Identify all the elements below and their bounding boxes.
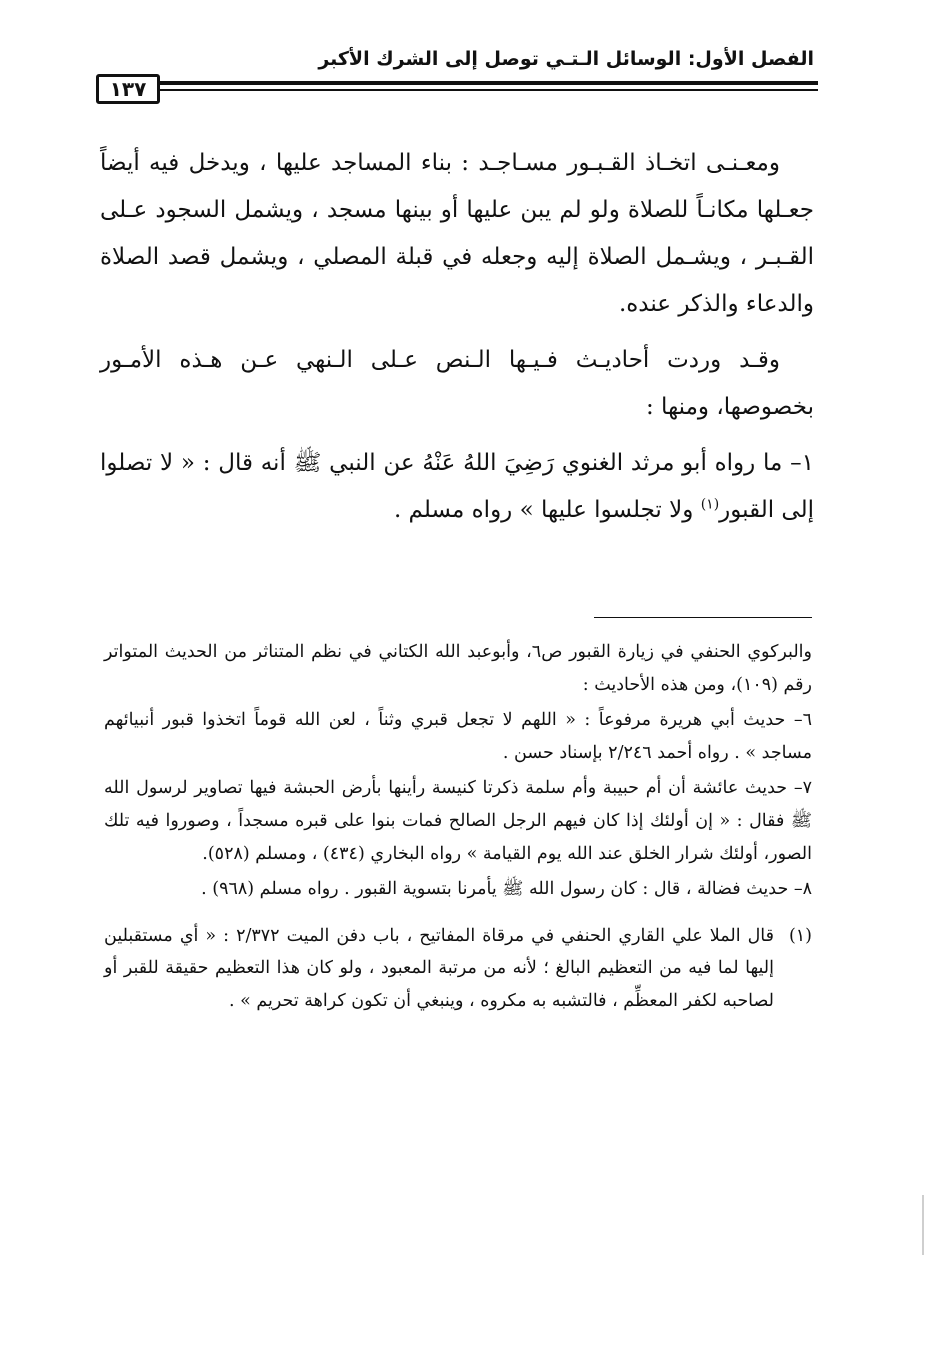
page-header [96,48,818,104]
footnote-hadith-7: ٧– حديث عائشة أن أم حبيبة وأم سلمة ذكرتا كنيسة رأينها بأرض الحبشة فيها تصاوير لرسول الله ﷺ فقال : « إن أولئك إذا كان فيهم الرجل الصالح فمات بنوا على قبره مسجداً ، وصوروا فيه تلك الصور، أولئك شرار الخلق عند الله يوم القيامة » رواه البخاري (٤٣٤) ، ومسلم (٥٢٨). [104,778,812,864]
scan-edge-mark [922,1195,924,1255]
footnotes [104,636,812,1018]
body-paragraph: وقـد وردت أحاديـث فـيـها الـنص عـلى الـنهي عـن هـذه الأمـور بخصوصها، ومنها : [100,347,814,420]
footnote-text: قال الملا علي القاري الحنفي في مرقاة المفاتيح ، باب دفن الميت ٢/٣٧٢ : « أي مستقبلين إليها لما فيه من التعظيم البالغ ؛ لأنه من مرتبة المعبود ، ولو كان هذا التعظيم حقيقة للقبر أو لصاحبه لكفر المعظِّم ، فالتشبه به مكروه ، وينبغي أن تكون كراهة تحريم » . [104,925,774,1011]
hadith-text-end: ولا تجلسوا عليها » رواه مسلم . [393,497,701,523]
footnote-reference: (١) [700,496,720,513]
footnote-continuation: والبركوي الحنفي في زيارة القبور ص٦، وأبوعبد الله الكتاني في نظم المتناثر من الحديث المتواتر رقم (١٠٩)، ومن هذه الأحاديث : [104,642,812,695]
footnote-number: (١) [788,925,812,946]
footnote-separator [594,617,812,618]
main-text [100,140,814,543]
header-rule-thick [160,81,818,85]
running-title: الفصل الأول: الوسائل الـتـي توصل إلى الشرك الأكبر [318,48,814,70]
header-rule-thin [160,89,818,91]
footnote-1 [104,920,812,1018]
hadith-text: ١– ما رواه أبو مرثد الغنوي رَضِيَ اللهُ عَنْهُ عن النبي ﷺ أنه قال : « لا تصلوا إلى القبور [100,450,814,523]
body-paragraph: ومعـنـى اتخـاذ القـبـور مسـاجـد : بناء المساجد عليها ، ويدخل فيه أيضاً جعـلها مكانـاً للصلاة ولو لم يبن عليها أو بينها مسجد ، ويشمل السجود عـلى القـبـر ، ويشـمل الصلاة إليه وجعله في قبلة المصلي ، ويشمل قصد الصلاة والدعاء والذكر عنده. [100,150,814,317]
page-number: ١٣٧ [96,74,160,104]
hadith-item-1 [100,440,814,534]
footnote-hadith-8: ٨– حديث فضالة ، قال : كان رسول الله ﷺ يأمرنا بتسوية القبور . رواه مسلم (٩٦٨) . [201,879,812,900]
footnote-hadith-6: ٦– حديث أبي هريرة مرفوعاً : « اللهم لا تجعل قبري وثناً ، لعن الله قوماً اتخذوا قبور أنبيائهم مساجد » . رواه أحمد ٢/٢٤٦ بإسناد حسن . [104,710,812,763]
